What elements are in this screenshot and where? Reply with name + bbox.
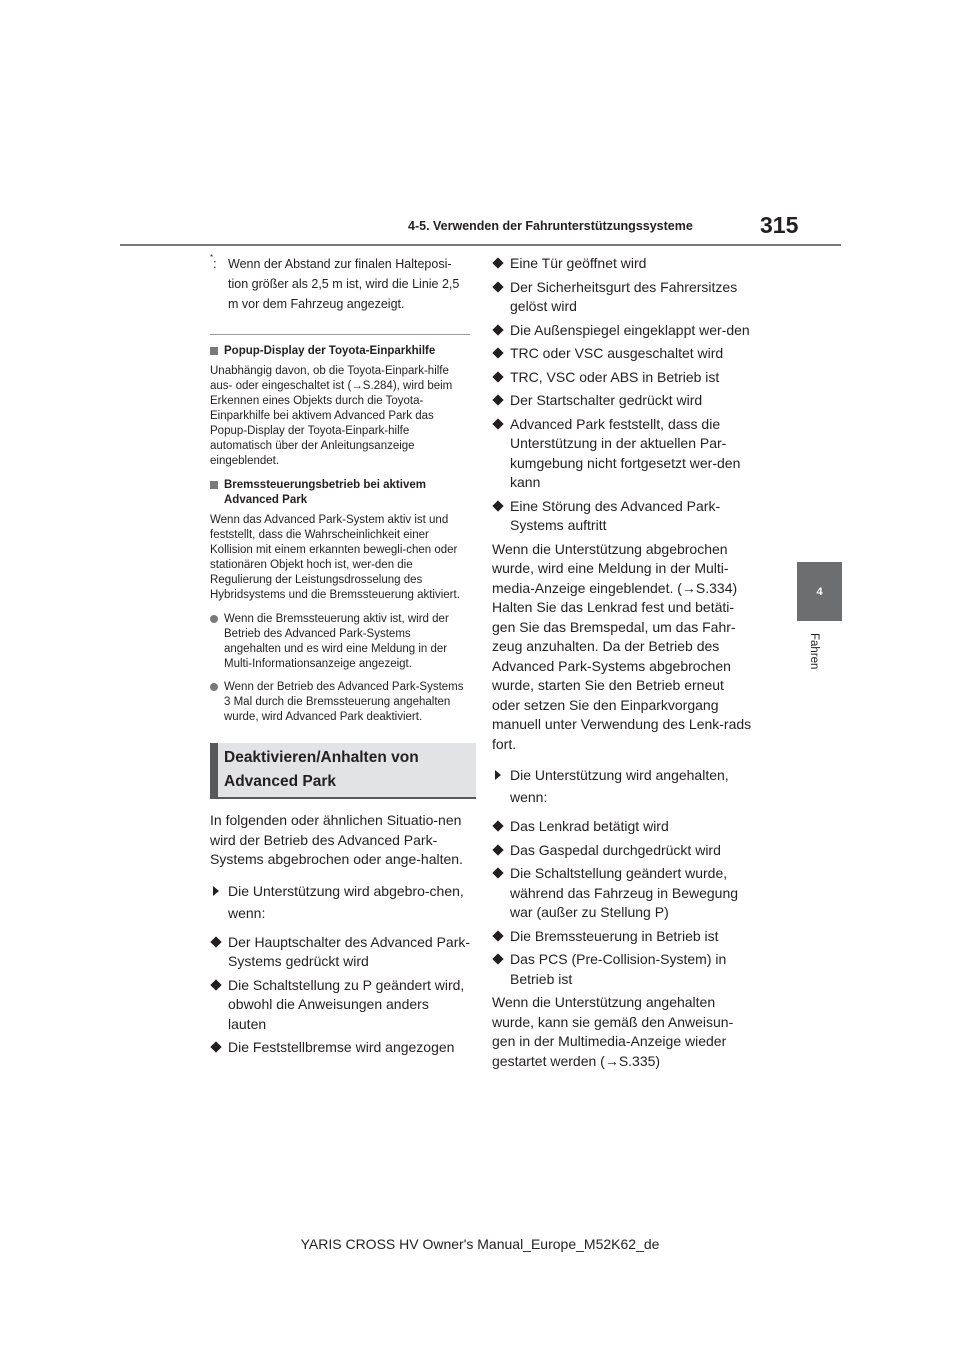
list-item: Die Feststellbremse wird angezogen xyxy=(210,1038,470,1058)
list-item: Der Startschalter gedrückt wird xyxy=(492,391,752,411)
header-rule xyxy=(120,244,841,246)
diamond-bullet-icon xyxy=(492,953,503,964)
pause-text: Wenn die Unterstützung angehalten wurde, kann sie gemäß den Anweisun-gen in der Multimedia-Anzeige wieder gestartet werden (→S.335) xyxy=(492,994,734,1069)
diamond-bullet-icon xyxy=(492,500,503,511)
diamond-bullet-icon xyxy=(492,257,503,268)
diamond-bullet-icon xyxy=(210,1041,221,1052)
intro-text: In folgenden oder ähnlichen Situatio-nen wird der Betrieb des Advanced Park-Systems abgebrochen oder ange-halten. xyxy=(210,812,463,867)
diamond-bullet-icon xyxy=(492,394,503,405)
circle-bullet-icon xyxy=(210,615,218,623)
pause-heading: Die Unterstützung wird angehalten, wenn: xyxy=(492,764,752,808)
popup-text: Unabhängig davon, ob die Toyota-Einpark-hilfe aus- oder eingeschaltet ist (→S.284), wird beim Erkennen eines Objekts durch die Toyota-Einparkhilfe bei aktivem Advanced Park das Popup-Display der Toyota-Einpark-hilfe automatisch über der Anleitungsanzeige eingeblendet. xyxy=(210,365,453,467)
triangle-bullet-icon xyxy=(213,886,219,896)
divider xyxy=(210,334,470,335)
footnote xyxy=(210,254,470,314)
list-item: Wenn der Betrieb des Advanced Park-Systems 3 Mal durch die Bremssteuerung angehalten wurde, wird Advanced Park deaktiviert. xyxy=(210,680,470,725)
list-item: Die Außenspiegel eingeklappt wer-den xyxy=(492,321,752,341)
list-item: Die Schaltstellung geändert wurde, während das Fahrzeug in Bewegung war (außer zu Stellung P) xyxy=(492,864,752,923)
list-item: Wenn die Bremssteuerung aktiv ist, wird der Betrieb des Advanced Park-Systems angehalten und es wird eine Meldung in der Multi-Informationsanzeige angezeigt. xyxy=(210,612,470,672)
cancel-text: Wenn die Unterstützung abgebrochen wurde, wird eine Meldung in der Multi-media-Anzeige eingeblendet. (→S.334) Halten Sie das Lenkrad fest und betäti-gen Sie das Bremspedal, um das Fahr-zeug anzuhalten. Da der Betrieb des Advanced Park-Systems abgebrochen wurde, starten Sie den Betrieb erneut oder setzen Sie den Einparkvorgang manuell unter Verwendung des Lenk-rads fort. xyxy=(492,540,752,752)
chapter-tab xyxy=(797,562,842,621)
diamond-bullet-icon xyxy=(492,867,503,878)
diamond-bullet-icon xyxy=(492,844,503,855)
footnote-mark: *: xyxy=(210,253,217,271)
right-column xyxy=(492,254,752,1081)
diamond-bullet-icon xyxy=(492,347,503,358)
footer: YARIS CROSS HV Owner's Manual_Europe_M52K62_de xyxy=(300,1236,660,1252)
footnote-line: tion größer als 2,5 m ist, wird die Linie 2,5 xyxy=(228,277,460,291)
diamond-bullet-icon xyxy=(492,820,503,831)
page-number: 315 xyxy=(760,212,799,238)
list-item: TRC, VSC oder ABS in Betrieb ist xyxy=(492,368,752,388)
footnote-line: m vor dem Fahrzeug angezeigt. xyxy=(228,297,405,311)
chapter-label xyxy=(800,633,840,677)
list-item: TRC oder VSC ausgeschaltet wird xyxy=(492,344,752,364)
diamond-bullet-icon xyxy=(492,930,503,941)
diamond-bullet-icon xyxy=(210,936,221,947)
diamond-bullet-icon xyxy=(210,979,221,990)
list-item: Das Lenkrad betätigt wird xyxy=(492,817,752,837)
list-item: Der Hauptschalter des Advanced Park-Systems gedrückt wird xyxy=(210,933,470,972)
list-item: Das PCS (Pre-Collision-System) in Betrieb ist xyxy=(492,950,752,989)
section-title: 4-5. Verwenden der Fahrunterstützungssysteme xyxy=(408,219,693,233)
diamond-bullet-icon xyxy=(492,281,503,292)
list-item: Eine Tür geöffnet wird xyxy=(492,254,752,274)
left-column xyxy=(210,254,470,1062)
popup-heading: Popup-Display der Toyota-Einparkhilfe xyxy=(210,344,470,359)
footnote-line: Wenn der Abstand zur finalen Halteposi- xyxy=(228,257,452,271)
cancel-heading: Die Unterstützung wird abgebro-chen, wenn: xyxy=(210,880,470,924)
circle-bullet-icon xyxy=(210,683,218,691)
diamond-bullet-icon xyxy=(492,371,503,382)
list-item: Die Schaltstellung zu P geändert wird, obwohl die Anweisungen anders lauten xyxy=(210,976,470,1035)
square-bullet-icon xyxy=(210,347,218,355)
list-item: Das Gaspedal durchgedrückt wird xyxy=(492,841,752,861)
list-item: Der Sicherheitsgurt des Fahrersitzes gelöst wird xyxy=(492,278,752,317)
list-item: Die Bremssteuerung in Betrieb ist xyxy=(492,927,752,947)
diamond-bullet-icon xyxy=(492,324,503,335)
triangle-bullet-icon xyxy=(495,770,501,780)
brake-heading: Bremssteuerungsbetrieb bei aktivem Advanced Park xyxy=(210,478,470,508)
list-item: Advanced Park feststellt, dass die Unterstützung in der aktuellen Par-kumgebung nicht fortgesetzt wer-den kann xyxy=(492,415,752,493)
chapter-label-text: Fahren xyxy=(808,633,820,670)
square-bullet-icon xyxy=(210,481,218,489)
list-item: Eine Störung des Advanced Park-Systems auftritt xyxy=(492,497,752,536)
topic-heading: Deaktivieren/Anhalten von Advanced Park xyxy=(210,743,476,799)
chapter-number: 4 xyxy=(816,586,823,598)
brake-text: Wenn das Advanced Park-System aktiv ist und feststellt, dass die Wahrscheinlichkeit einer Kollision mit einem erkannten bewegli-chen oder stationären Objekt hoch ist, wer-den die Regulierung der Leistungsdrosselung des Hybridsystems und die Bremssteuerung aktiviert. xyxy=(210,514,460,601)
diamond-bullet-icon xyxy=(492,418,503,429)
